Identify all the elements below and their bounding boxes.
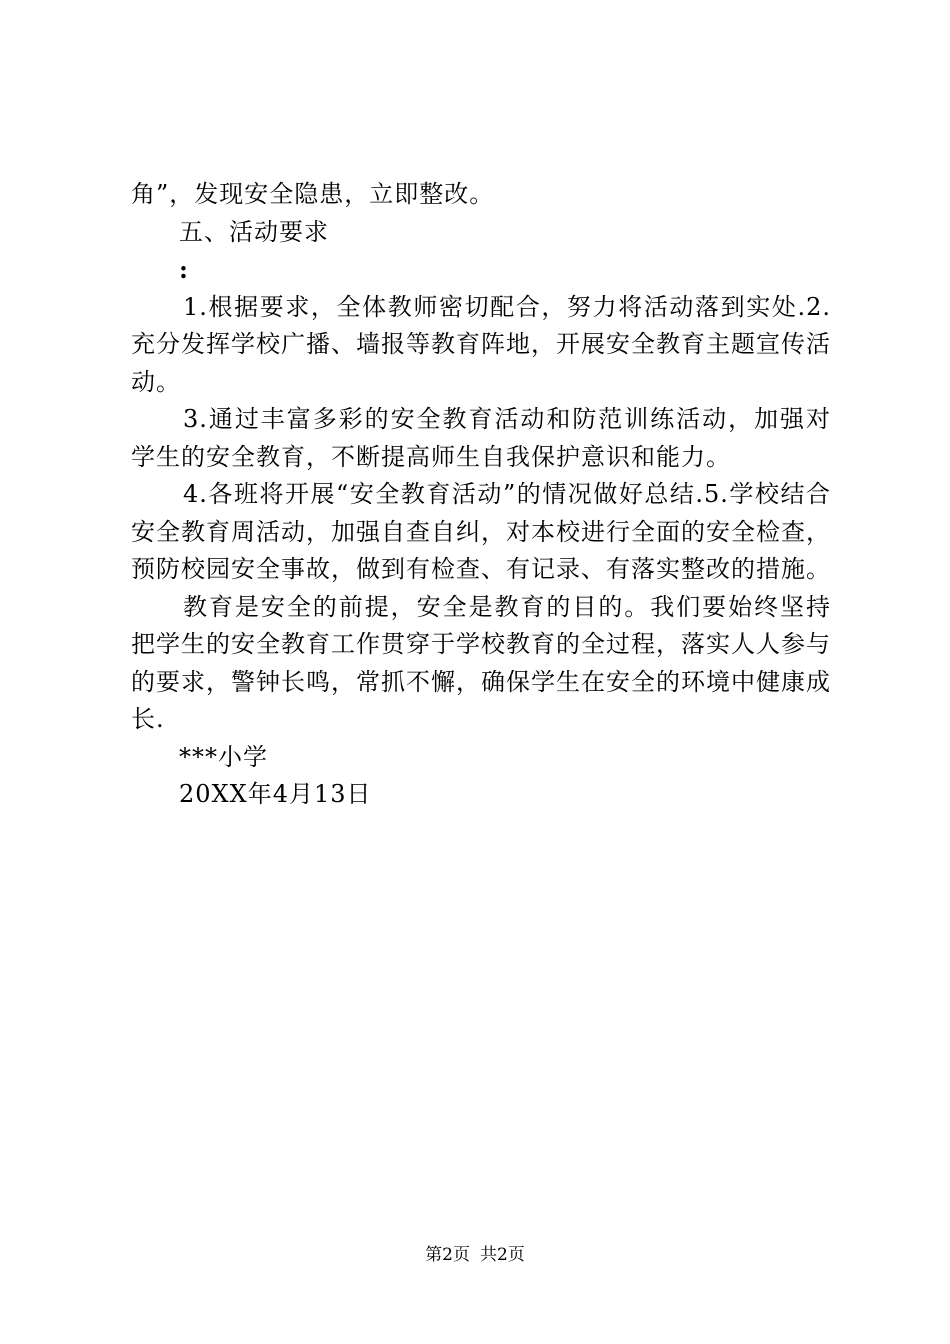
page-total: 共2页 [480, 1245, 525, 1265]
signature-school: ***小学 [179, 742, 268, 771]
page-number: 第2页 [425, 1245, 470, 1265]
signature-date: 20XX年4月13日 [179, 780, 372, 808]
requirement-item-3: 3.通过丰富多彩的安全教育活动和防范训练活动，加强对学生的安全教育，不断提高师生自我保护意识和能力。 [131, 405, 831, 471]
section-heading: 五、活动要求 [179, 217, 329, 246]
requirement-item-1-2: 1.根据要求，全体教师密切配合，努力将活动落到实处.2.充分发挥学校广播、墙报等教育阵地，开展安全教育主题宣传活动。 [131, 292, 831, 396]
paragraph-continuation: 角”，发现安全隐患，立即整改。 [131, 180, 495, 208]
closing-paragraph: 教育是安全的前提，安全是教育的目的。我们要始终坚持把学生的安全教育工作贯穿于学校教育的全过程，落实人人参与的要求，警钟长鸣，常抓不懈，确保学生在安全的环境中健康成长. [131, 592, 831, 733]
document-body [131, 176, 831, 814]
colon-line: : [179, 255, 189, 284]
requirement-item-4-5: 4.各班将开展“安全教育活动”的情况做好总结.5.学校结合安全教育周活动，加强自查自纠，对本校进行全面的安全检查，预防校园安全事故，做到有检查、有记录、有落实整改的措施。 [131, 480, 831, 583]
page-footer [0, 1243, 950, 1267]
